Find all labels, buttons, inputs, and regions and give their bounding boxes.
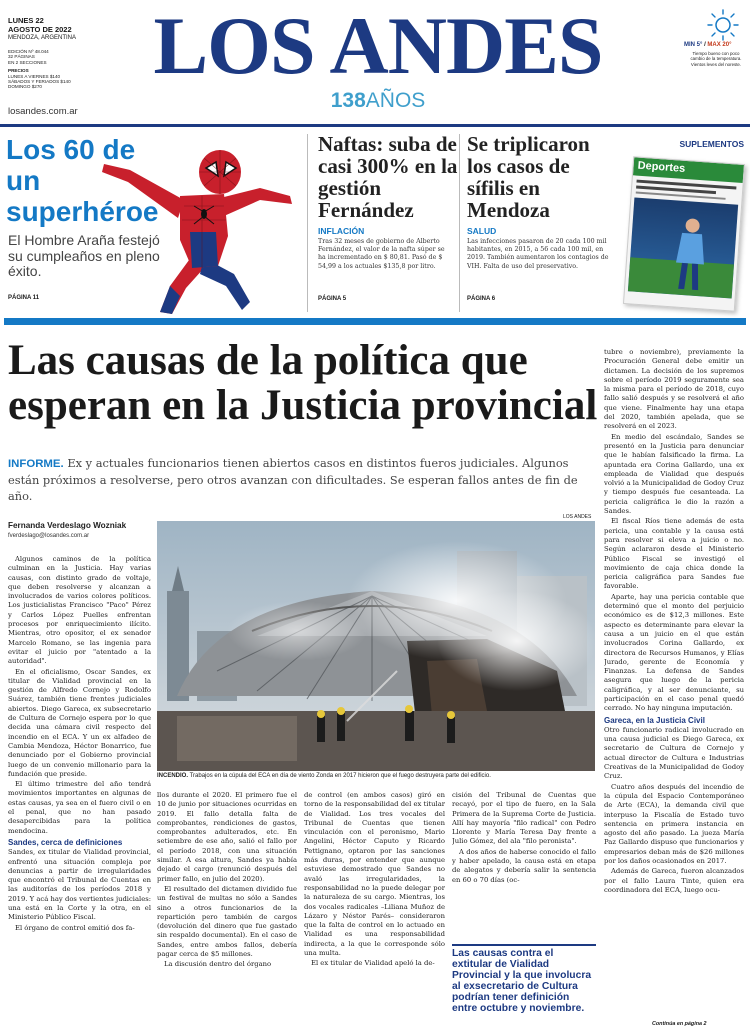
promo-page-ref: PÁGINA 11: [8, 295, 40, 301]
price-saturday: SÁBADOS Y FERIADOS $140: [8, 79, 71, 85]
temp-min: MIN 5°: [684, 42, 703, 48]
naftas-page-ref: PÁGINA 5: [318, 296, 347, 302]
article-column-2: [157, 791, 297, 1033]
paragraph: Aparte, hay una pericia contable que determinó que el monto del perjuicio económico es de $12,3 millones. Este aspecto es determinante para elevar la causa a un juicio en el que están involucrados Corina Gallardo, ex directora de Recursos Humanos, y Elías Jurado, gerente de Economía y Finanzas. La defensa de Sandes asegura que luego de la pericia caligráfica, y al ser denunciante, su participación en el caso penal quedó cerrado. No hay ninguna imputación.: [604, 592, 744, 713]
paragraph: A dos años de haberse conocido el fallo y haber apelado, la causa está en etapa de alegatos y debería salir la sentencia en 60 o 70 días (oc-: [452, 847, 596, 884]
anniversary-number: 138: [330, 89, 366, 112]
promo-description: El Hombre Araña festejó su cumpleaños en pleno éxito.: [8, 232, 160, 279]
photo-caption: [157, 773, 597, 779]
price-sunday: DOMINGO $270: [8, 84, 42, 90]
promo-title[interactable]: Los 60 de un superhéroe: [6, 134, 159, 227]
weather-temps: MIN 5° / MAX 20°: [684, 42, 732, 48]
column-divider: [459, 134, 460, 312]
paragraph: de control (en ambos casos) giró en torno de la responsabilidad del ex titular de Vialidad. Los tres vocales del Tribunal de Cuentas que tienen vinculación con el peronismo, Mario Angelini, Héctor Caputo y Ricardo Pettignano, optaron por las sanciones más duras, por entender que aunque estuviese demostrado que Sandes no avaló las irregularidades, la responsabilidad no la puede delegar por la naturaleza de su cargo. Mientras, los dos vocales radicales –Liliana Muñoz de Lázaro y Néstor Parés– consideraron que la falta de control en lo actuado en Vialidad es una responsabilidad indirecta, a la que le corresponde sólo una multa.: [304, 791, 445, 958]
paragraph: En medio del escándalo, Sandes se presentó en la Justicia para denunciar que le habían falsificado la firma. La apuntada era Corina Gallardo, una ex empleada de Vialidad que después volvió a la Municipalidad de Godoy Cruz y tiempo después fue cesanteada. La pericia caligráfica le dio la razón a Sandes.: [604, 432, 744, 516]
paragraph: Además de Gareca, fueron alcanzados por el fallo Laura Tinte, quien era coordinadora del ECA, luego ocu-: [604, 867, 744, 894]
column-divider: [307, 134, 308, 312]
author-name: Fernanda Verdeslago Wozniak: [8, 521, 127, 530]
informe-text: Ex y actuales funcionarios tienen abiertos casos en distintos fueros judiciales. Algunos están próximos a resolverse, pero otros avanzan con dificultades. Se esperan fallos antes de fin de año.: [8, 456, 578, 503]
photo-credit: LOS ANDES: [563, 514, 592, 520]
naftas-headline[interactable]: Naftas: suba de casi 300% en la gestión Fernández: [318, 132, 458, 222]
paragraph: llos durante el 2020. El primero fue el 10 de junio por situaciones ocurridas en 2019. El fallo detalla falta de comprobantes, rendiciones de gastos, comprobantes adulterados, etc. En setiembre de ese año, salió el fallo por el período 2018, con una situación similar. A esa altura, Sandes ya había dejado el cargo (renunció después del primer fallo, en julio del 2020).: [157, 791, 297, 883]
weather-forecast: Tiempo bueno con poco cambio de la temperatura. Vientos leves del noreste.: [690, 51, 742, 67]
paragraph: tubre o noviembre), previamente la Procuración General debe emitir un dictamen. La decisión de los supremos sobre el período 2019 seguramente sea la misma para el período de 2018, cuyo fallo salió después y se resolverá el año que viene. Finalmente hay una etapa del 2020, también apelada, que se resolverá en el 2023.: [604, 348, 744, 431]
sifilis-kicker: SALUD: [467, 226, 497, 236]
naftas-kicker: INFLACIÓN: [318, 226, 365, 236]
eca-dome-fire-photo[interactable]: [157, 521, 595, 771]
paragraph: El ex titular de Vialidad apeló la de-: [311, 959, 435, 968]
paragraph: El último trimestre del año tendrá movimientos importantes en algunas de estas causas, ya sea en el fuero civil o en el penal, que no han pasado desapercibidas para la política mendocina.: [8, 780, 151, 835]
price-label: PRECIOS: [8, 68, 29, 74]
paragraph: Sandes, ex titular de Vialidad provincial, enfrentó una situación compleja por denuncias a partir de irregularidades que encontró el Tribunal de Cuentas en las auditorías de los períodos 2018 y 2019. Y acá hay dos vertientes judiciales: una está en la Corte y la otra, en el Ministerio Público Fiscal.: [8, 848, 151, 922]
edition-number: EDICIÓN Nº 48.044: [8, 49, 49, 54]
caption-label: INCENDIO.: [157, 773, 189, 779]
main-deck: [8, 455, 592, 504]
informe-label: INFORME.: [8, 458, 64, 470]
section-divider-bar: [4, 318, 746, 325]
edition-date: [8, 16, 128, 43]
date-day: LUNES 22: [8, 16, 44, 25]
spiderman-illustration: [100, 136, 300, 314]
subhead-gareca: Gareca, en la Justicia Civil: [604, 715, 705, 725]
paragraph: Cuatro años después del incendio de la cúpula del Espacio Contemporáneo de Arte (ECA), la demanda civil que interpuso la Fiscalía de Estado tuvo sentencia en primera instancia en agosto del año pasado. La jueza María Paz Gallardo dispuso que funcionarios y empresarios deban más de $26 millones por los daños ocasionados en 2017.: [604, 782, 744, 866]
paragraph: Otro funcionario radical involucrado en una causa judicial es Diego Gareca, ex secretario de Cultura de Cornejo y actual director de Cultura e Industrias Creativas de la Municipalidad de Godoy Cruz.: [604, 725, 744, 781]
continues-link[interactable]: Continúa en página 2: [652, 1021, 707, 1027]
naftas-summary: Tras 32 meses de gobierno de Alberto Fernández, el valor de la nafta súper se ha incrementado en $ 80,81. Pasó de $ 54,99 a los actuales $135,8 por litro.: [318, 238, 445, 270]
pullquote-rule: [452, 944, 596, 946]
sifilis-summary: Las infecciones pasaron de 20 cada 100 mil habitantes, en 2015, a 56 cada 100 mil, en 2019. También aumentaron los contagios de VIH. Falta de uso del preservativo.: [467, 238, 609, 270]
caption-text: Trabajos en la cúpula del ECA en día de viento Zonda en 2017 hicieron que el fuego destruyera parte del edificio.: [189, 773, 491, 779]
paragraph: El órgano de control emitió dos fa-: [15, 923, 135, 932]
article-column-5: [604, 348, 744, 1020]
article-column-4: [452, 791, 596, 941]
masthead-divider: [0, 124, 750, 127]
date-place: MENDOZA, ARGENTINA: [8, 35, 77, 41]
pullquote: Las causas contra el extitular de Vialidad Provincial y la que involucra al exsecretario de Cultura podrían tener definición entre octubre y noviembre.: [452, 948, 592, 1014]
anniversary-word: AÑOS: [365, 89, 426, 112]
date-month: AGOSTO DE 2022: [8, 25, 72, 34]
temp-max: MAX 20°: [707, 42, 732, 48]
supplement-cover-title: Deportes: [633, 157, 744, 183]
author-email[interactable]: fverdeslago@losandes.com.ar: [8, 533, 90, 539]
edition-sections: EN 2 SECCIONES: [8, 59, 47, 65]
sifilis-page-ref: PÁGINA 6: [467, 296, 496, 302]
anniversary-badge: [318, 89, 438, 113]
supplement-cover[interactable]: [623, 156, 745, 311]
sun-icon: [702, 8, 744, 42]
newspaper-logo[interactable]: LOS ANDES: [153, 0, 603, 91]
paragraph: El resultado del dictamen dividido fue un festival de multas no sólo a Sandes sino a otros funcionarios de la repartición pero también de cargos (devolución del dinero que fue gastado sin respaldo documental). En el caso de Sandes, entre ambos fallos, debería pagar cerca de $5 millones.: [157, 884, 297, 959]
subhead-sandes: Sandes, cerca de definiciones: [8, 837, 123, 847]
paragraph: Algunos caminos de la política culminan en la Justicia. Hay varias causas, con distinto grado de voltaje, que deben resolverse y alcanzan a involucrados de varios colores políticos. Los justicialistas Francisco "Paco" Pérez y Carlos López Puelles enfrentan procesos por enriquecimiento ilícito. Mientras, otro opositor, el ex senador Marcelo Romano, se las ingenia para evitar el juicio por "atentado a la autoridad".: [8, 555, 151, 666]
paragraph: El fiscal Ríos tiene además de esta pericia, una contable y la causa está para resolver si eleva a juicio o no. Según aclararon desde el Ministerio Público Fiscal se investigó el movimiento de caja chica donde la pericia caligráfica para Sandes fue favorable.: [604, 517, 744, 591]
article-column-1: [8, 555, 151, 1033]
paragraph: cisión del Tribunal de Cuentas que recayó, por el tipo de fuero, en la Sala Primera de la Suprema Corte de Justicia. Allí hay mayoría "filo radical" con Pedro Llorente y María Teresa Day frente a Julio Gómez, del ala "filo peronista".: [452, 791, 596, 846]
paragraph: En el oficialismo, Oscar Sandes, ex titular de Vialidad provincial en la gestión de Alfredo Cornejo y Rodolfo Suárez, también tiene frentes judiciales abiertos. Diego Gareca, ex subsecretario de Cultura de Cornejo espera por lo que decida una cámara civil respecto del incendio en el ECA. Y un ex alfadeo de Cambia Mendoza, Héctor Bonarrico, fue denunciado por el Gobierno provincial luego de un convenio millonario para la fundación que preside.: [8, 667, 151, 778]
paragraph: La discusión dentro del órgano: [164, 960, 272, 969]
article-column-3: [304, 791, 445, 1033]
supplements-label: SUPLEMENTOS: [679, 139, 744, 149]
edition-meta: [8, 49, 128, 90]
main-headline[interactable]: Las causas de la política que esperan en la Justicia provincial: [8, 337, 598, 429]
sifilis-headline[interactable]: Se triplicaron los casos de sífilis en Mendoza: [467, 132, 590, 222]
cover-photo: [628, 197, 738, 298]
edition-pages: 32 PÁGINAS: [8, 54, 35, 60]
football-player-illustration: [628, 197, 738, 298]
price-weekday: LUNES A VIERNES $140: [8, 73, 61, 79]
site-url[interactable]: losandes.com.ar: [8, 106, 78, 117]
